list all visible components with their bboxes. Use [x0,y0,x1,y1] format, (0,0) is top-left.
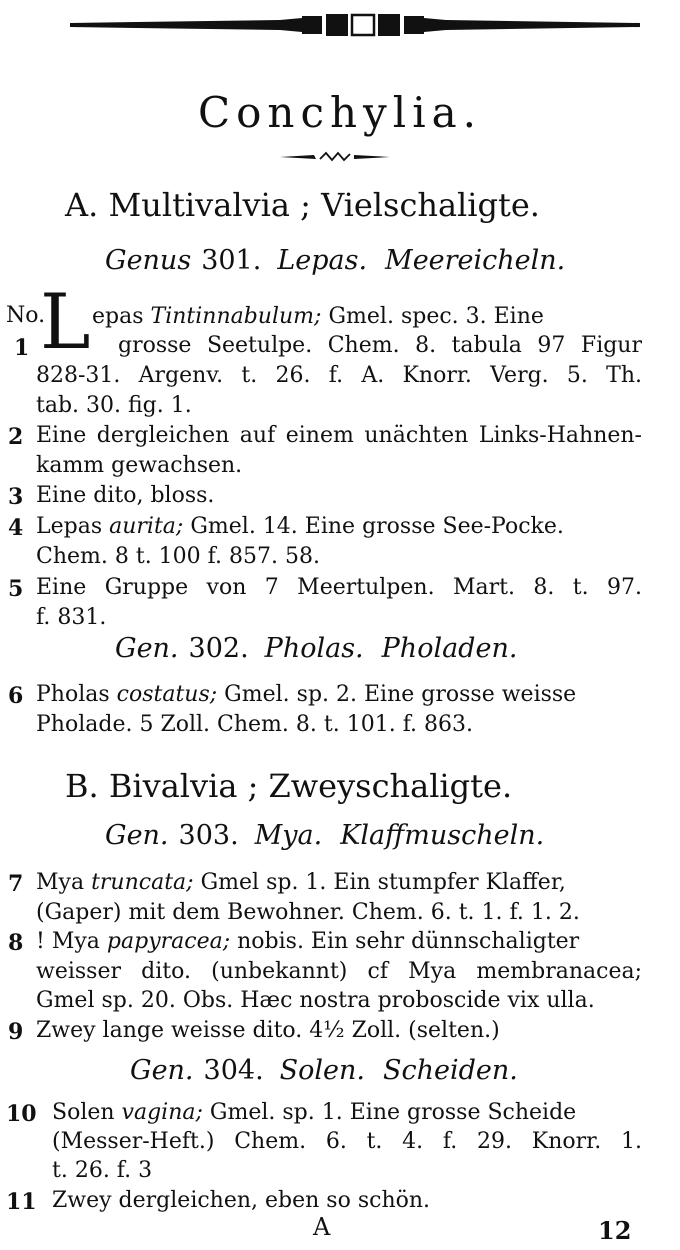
genus-latin: Mya. [254,820,323,851]
drop-cap: L [40,277,91,366]
genus-latin: Solen. [279,1055,365,1086]
text-run: Pholas [36,682,117,707]
entry-number: 5 [8,576,24,602]
entry-10-line-2: (Messer-Heft.) Chem. 6. t. 4. f. 29. Knorr. 1. [52,1129,642,1154]
genus-label: Gen. [105,820,169,851]
entry-number: 6 [8,683,24,709]
genus-german: Meereicheln. [385,245,566,276]
entry-2-line-2: kamm gewachsen. [36,453,243,478]
genus-label: Genus [105,245,192,276]
entry-number: 11 [6,1189,37,1215]
entry-7-line-2: (Gaper) mit dem Bewohner. Chem. 6. t. 1. f. 1. 2. [36,900,580,925]
text-run: epas [92,304,151,329]
entry-5-line-2: f. 831. [36,605,107,630]
entry-number: 2 [8,424,24,450]
entry-11-line-1: Zwey dergleichen, eben so schön. [52,1188,431,1213]
entry-8-line-3: Gmel sp. 20. Obs. Hæc nostra proboscide vix ulla. [36,988,595,1013]
page-title: Conchylia. [197,88,483,137]
entry-1-line-4: tab. 30. fig. 1. [36,393,192,418]
species-name: aurita; [109,514,184,539]
text-run: ! Mya [36,929,107,954]
section-b-heading [65,767,512,805]
section-a-text: Multivalvia ; Vielschaligte. [108,186,540,224]
text-run: Lepas [36,514,110,539]
entry-number: 7 [8,871,24,897]
entry-2-line-1: Eine dergleichen auf einem unächten Links-Hahnen- [36,423,642,448]
species-name: truncata; [91,870,194,895]
genus-german: Scheiden. [383,1055,518,1086]
genus-number: 302. [188,633,249,664]
species-name: Tintinnabulum; [150,304,322,329]
entry-4-line-1 [36,512,642,542]
entry-number: 8 [8,930,24,956]
section-a-heading [65,186,540,224]
text-run: nobis. Ein sehr dünnschaligter [230,929,580,954]
entry-number: 4 [8,515,24,541]
entry-9-line-1: Zwey lange weisse dito. 4½ Zoll. (selten.) [36,1018,500,1043]
genus-303-heading [105,820,544,851]
entry-8-line-2: weisser dito. (unbekannt) cf Mya membranacea; [36,959,642,984]
genus-german: Klaffmuscheln. [340,820,545,851]
entry-3-line-1: Eine dito, bloss. [36,483,215,508]
species-name: papyracea; [106,929,231,954]
number-column-label: No. [6,303,46,328]
text-run: Gmel. sp. 1. Eine grosse Scheide [202,1100,577,1125]
text-run: Gmel. 14. Eine grosse See-Pocke. [183,514,564,539]
genus-label: Gen. [130,1055,194,1086]
section-b-text: Bivalvia ; Zweyschaligte. [108,767,513,805]
species-name: costatus; [116,682,218,707]
entry-8-line-1 [36,927,642,957]
entry-1-line-2: grosse Seetulpe. Chem. 8. tabula 97 Figur [118,333,642,358]
section-b-letter: B. [65,767,99,805]
genus-number: 304. [203,1055,264,1086]
entry-6-line-1 [36,680,642,710]
genus-latin: Lepas. [277,245,368,276]
entry-4-line-2: Chem. 8 t. 100 f. 857. 58. [36,544,320,569]
text-run: Mya [36,870,92,895]
title-ornament [280,150,390,164]
genus-number: 303. [178,820,239,851]
genus-german: Pholaden. [381,633,518,664]
genus-label: Gen. [115,633,179,664]
entry-7-line-1 [36,868,642,898]
entry-number: 9 [8,1019,24,1045]
entry-6-line-2: Pholade. 5 Zoll. Chem. 8. t. 101. f. 863. [36,712,474,737]
page-number: 12 [598,1216,632,1245]
entry-number: 3 [8,484,24,510]
entry-1-line-3: 828-31. Argenv. t. 26. f. A. Knorr. Verg. 5. Th. [36,363,642,388]
text-run: Gmel. sp. 2. Eine grosse weisse [217,682,577,707]
genus-302-heading [115,633,517,664]
genus-number: 301. [201,245,262,276]
text-run: Gmel. spec. 3. Eine [321,304,544,329]
entry-number: 1 [14,335,30,361]
genus-304-heading [130,1055,518,1086]
entry-10-line-3: t. 26. f. 3 [52,1158,153,1183]
section-a-letter: A. [65,186,99,224]
entry-1-line-1 [92,302,642,332]
entry-10-line-1 [52,1098,642,1128]
entry-5-line-1: Eine Gruppe von 7 Meertulpen. Mart. 8. t. 97. [36,575,642,600]
header-ornament-rule [70,8,640,42]
entry-number: 10 [6,1101,37,1127]
species-name: vagina; [121,1100,203,1125]
genus-latin: Pholas. [264,633,364,664]
signature-mark: A [313,1213,331,1241]
text-run: Solen [52,1100,122,1125]
text-run: Gmel sp. 1. Ein stumpfer Klaffer, [193,870,566,895]
genus-301-heading [105,245,565,276]
